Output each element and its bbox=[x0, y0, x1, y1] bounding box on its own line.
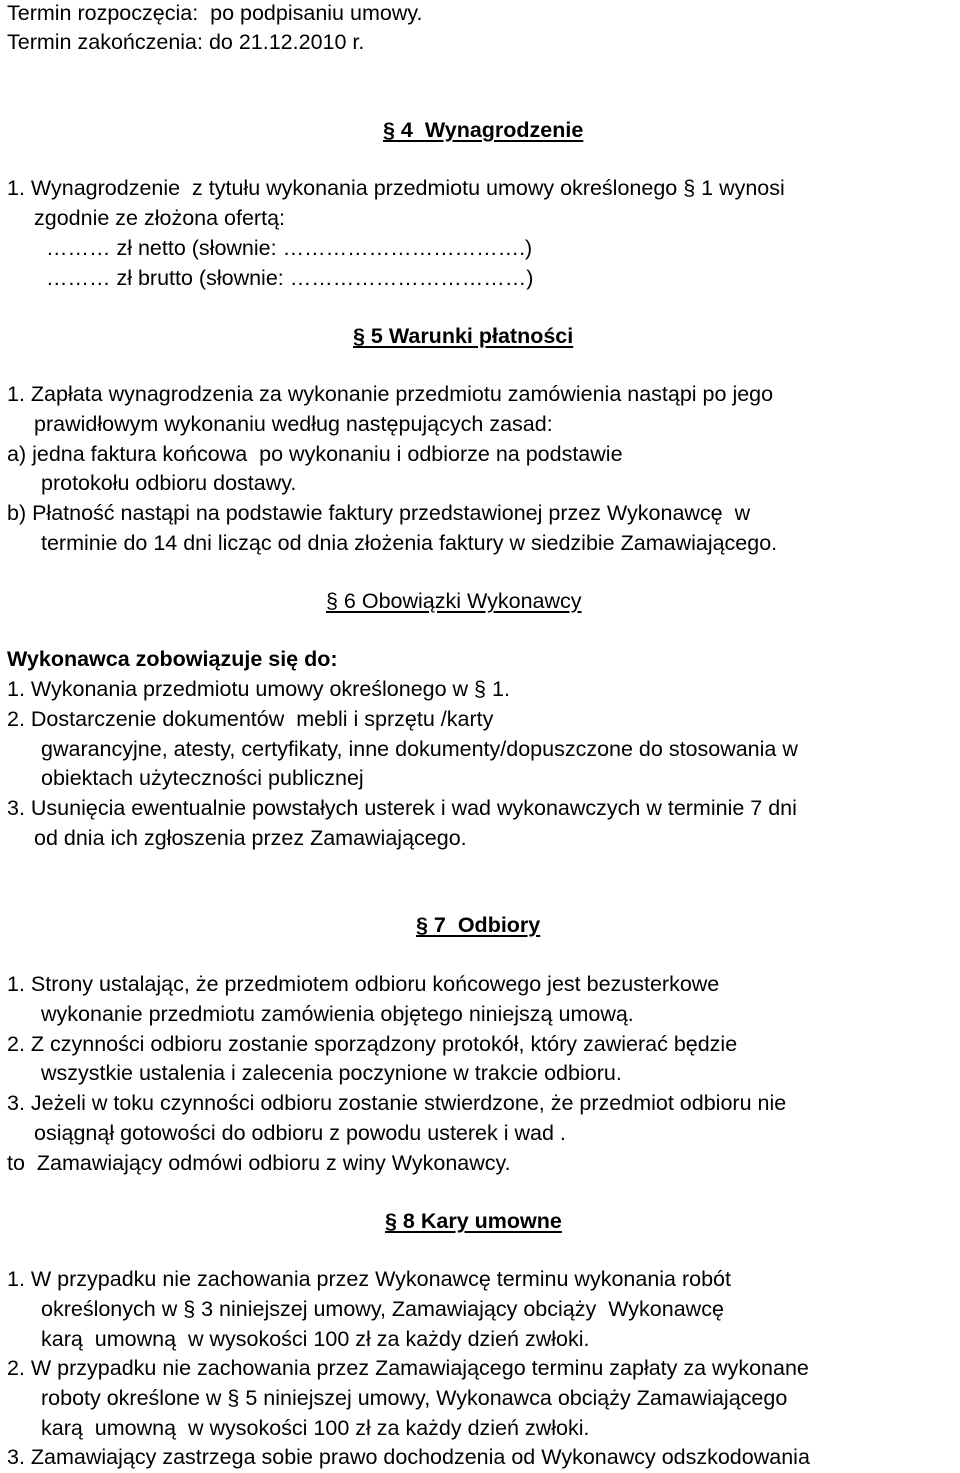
section-6-line: 1. Wykonania przedmiotu umowy określonego w § 1. bbox=[7, 677, 510, 701]
section-7-line: to Zamawiający odmówi odbioru z winy Wykonawcy. bbox=[7, 1151, 511, 1175]
section-6-line: gwarancyjne, atesty, certyfikaty, inne dokumenty/dopuszczone do stosowania w bbox=[41, 737, 798, 761]
section-4-heading: § 4 Wynagrodzenie bbox=[383, 118, 584, 142]
section-7-line: osiągnął gotowości do odbioru z powodu usterek i wad . bbox=[34, 1121, 566, 1145]
section-5-line: prawidłowym wykonaniu według następujących zasad: bbox=[34, 412, 553, 436]
section-4-line: ……… zł netto (słownie: …………………………….) bbox=[46, 236, 533, 260]
section-6-line: 2. Dostarczenie dokumentów mebli i sprzętu /karty bbox=[7, 707, 494, 731]
section-7-line: wszystkie ustalenia i zalecenia poczynione w trakcie odbioru. bbox=[41, 1061, 622, 1085]
section-8-line: karą umowną w wysokości 100 zł za każdy dzień zwłoki. bbox=[41, 1327, 590, 1351]
section-5-line: b) Płatność nastąpi na podstawie faktury przedstawionej przez Wykonawcę w bbox=[7, 501, 751, 525]
section-5-line: a) jedna faktura końcowa po wykonaniu i odbiorze na podstawie bbox=[7, 442, 623, 466]
section-8-line: roboty określone w § 5 niniejszej umowy, Wykonawca obciąży Zamawiającego bbox=[41, 1386, 788, 1410]
section-5-heading: § 5 Warunki płatności bbox=[353, 324, 574, 348]
section-8-line: 2. W przypadku nie zachowania przez Zamawiającego terminu zapłaty za wykonane bbox=[7, 1356, 809, 1380]
section-7-line: 2. Z czynności odbioru zostanie sporządzony protokół, który zawierać będzie bbox=[7, 1032, 738, 1056]
section-7-line: 1. Strony ustalając, że przedmiotem odbioru końcowego jest bezusterkowe bbox=[7, 972, 720, 996]
section-6-subheading: Wykonawca zobowiązuje się do: bbox=[7, 647, 338, 671]
section-7-heading: § 7 Odbiory bbox=[416, 913, 541, 937]
section-6-line: obiektach użyteczności publicznej bbox=[41, 766, 364, 790]
section-4-line: 1. Wynagrodzenie z tytułu wykonania przedmiotu umowy określonego § 1 wynosi bbox=[7, 176, 785, 200]
section-5-line: 1. Zapłata wynagrodzenia za wykonanie przedmiotu zamówienia nastąpi po jego bbox=[7, 382, 774, 406]
section-6-heading: § 6 Obowiązki Wykonawcy bbox=[326, 589, 582, 613]
section-8-heading: § 8 Kary umowne bbox=[385, 1209, 562, 1233]
section-4-line: ……… zł brutto (słownie: ……………………………) bbox=[46, 266, 534, 290]
section-5-line: terminie do 14 dni licząc od dnia złożenia faktury w siedzibie Zamawiającego. bbox=[41, 531, 778, 555]
section-7-line: 3. Jeżeli w toku czynności odbioru zostanie stwierdzone, że przedmiot odbioru nie bbox=[7, 1091, 787, 1115]
section-7-line: wykonanie przedmiotu zamówienia objętego niniejszą umową. bbox=[41, 1002, 634, 1026]
section-8-line: określonych w § 3 niniejszej umowy, Zamawiający obciąży Wykonawcę bbox=[41, 1297, 724, 1321]
section-8-line: 1. W przypadku nie zachowania przez Wykonawcę terminu wykonania robót bbox=[7, 1267, 731, 1291]
section-8-line: 3. Zamawiający zastrzega sobie prawo dochodzenia od Wykonawcy odszkodowania bbox=[7, 1445, 810, 1469]
section-4-line: zgodnie ze złożona ofertą: bbox=[34, 206, 285, 230]
section-6-line: 3. Usunięcia ewentualnie powstałych usterek i wad wykonawczych w terminie 7 dni bbox=[7, 796, 797, 820]
start-date-line: Termin rozpoczęcia: po podpisaniu umowy. bbox=[7, 1, 423, 25]
section-8-line: karą umowną w wysokości 100 zł za każdy dzień zwłoki. bbox=[41, 1416, 590, 1440]
end-date-line: Termin zakończenia: do 21.12.2010 r. bbox=[7, 30, 365, 54]
section-6-line: od dnia ich zgłoszenia przez Zamawiającego. bbox=[34, 826, 467, 850]
section-5-line: protokołu odbioru dostawy. bbox=[41, 471, 297, 495]
